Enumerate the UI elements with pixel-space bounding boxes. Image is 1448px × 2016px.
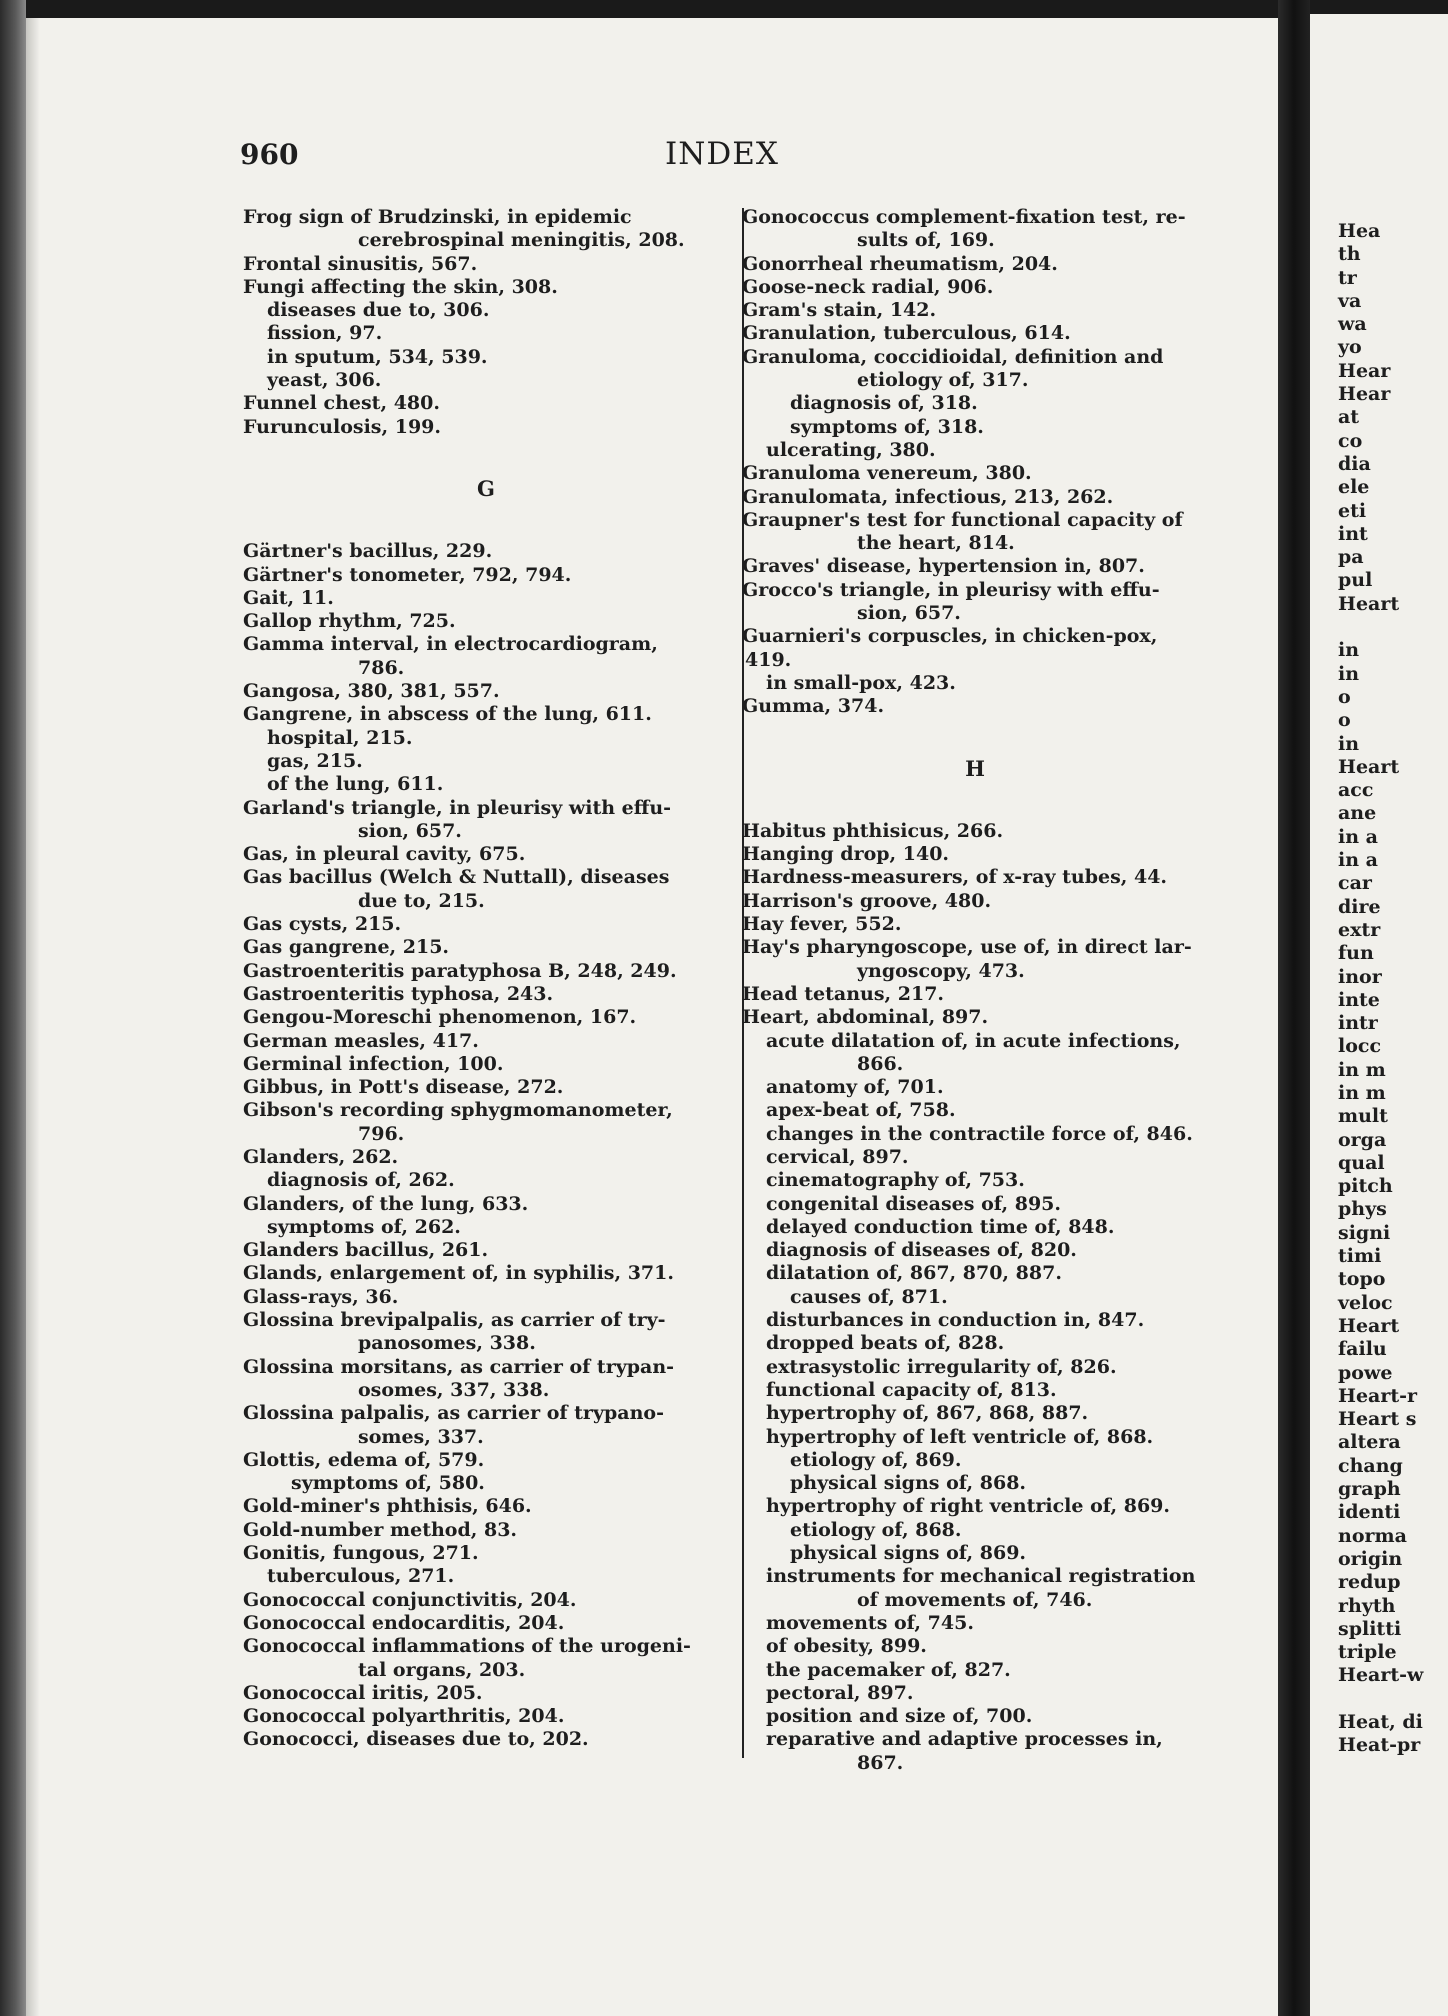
next-page-fragment: orga [1338, 1128, 1387, 1151]
index-entry: extrasystolic irregularity of, 826. [766, 1355, 1117, 1378]
index-entry: Gärtner's bacillus, 229. [243, 540, 493, 563]
next-page-fragment: mult [1338, 1105, 1388, 1128]
index-entry: Fungi affecting the skin, 308. [243, 275, 558, 298]
index-entry: Gärtner's tonometer, 792, 794. [243, 563, 572, 586]
next-page-fragment: in a [1338, 849, 1378, 872]
next-page-fragment: va [1338, 289, 1362, 312]
next-page-fragment: inor [1338, 965, 1382, 988]
index-entry-continuation: yngoscopy, 473. [857, 959, 1025, 982]
index-entry: diagnosis of, 318. [790, 392, 978, 415]
index-entry: anatomy of, 701. [766, 1076, 944, 1099]
index-entry-continuation: etiology of, 317. [857, 369, 1029, 392]
index-entry: Gangrene, in abscess of the lung, 611. [243, 703, 652, 726]
index-entry: disturbances in conduction in, 847. [766, 1309, 1145, 1332]
index-entry: Hay's pharyngoscope, use of, in direct lar- [742, 936, 1192, 959]
next-page-fragment: triple [1338, 1641, 1397, 1664]
page-header-title: INDEX [665, 136, 779, 172]
index-entry-continuation: 867. [857, 1751, 904, 1774]
index-entry: Gastroenteritis paratyphosa B, 248, 249. [243, 959, 677, 982]
index-entry: physical signs of, 869. [790, 1542, 1027, 1565]
index-entry: tuberculous, 271. [267, 1565, 455, 1588]
index-entry: Gonococcal polyarthritis, 204. [243, 1705, 565, 1728]
index-entry: Gonococci, diseases due to, 202. [243, 1728, 589, 1751]
next-page-fragment [1310, 1688, 1423, 1711]
index-entry: Gibbus, in Pott's disease, 272. [243, 1076, 564, 1099]
index-entry: Gold-number method, 83. [243, 1518, 518, 1541]
index-entry: Goose-neck radial, 906. [742, 275, 994, 298]
next-page-fragment: powe [1338, 1361, 1393, 1384]
next-page-fragment: dia [1338, 452, 1371, 475]
index-column-right [742, 206, 1205, 1775]
index-entry: Hay fever, 552. [742, 913, 902, 936]
next-page-fragment: pul [1338, 569, 1373, 592]
index-entry: Glossina brevipalpalis, as carrier of try- [243, 1309, 666, 1332]
next-page-fragment: pa [1338, 546, 1364, 569]
index-entry-continuation: 786. [358, 656, 405, 679]
index-entry: Granulation, tuberculous, 614. [742, 322, 1071, 345]
index-entry: hypertrophy of left ventricle of, 868. [766, 1425, 1154, 1448]
next-page-fragment: norma [1338, 1524, 1407, 1547]
next-page-fragment: Heart [1338, 592, 1400, 615]
index-entry: cervical, 897. [766, 1145, 909, 1168]
index-entry: Glanders, of the lung, 633. [243, 1192, 529, 1215]
index-entry-continuation: osomes, 337, 338. [358, 1378, 550, 1401]
next-page-fragment: Heart [1338, 755, 1400, 778]
index-entry: Gonorrheal rheumatism, 204. [742, 252, 1058, 275]
index-entry: etiology of, 869. [790, 1448, 962, 1471]
next-page-fragment: qual [1338, 1151, 1385, 1174]
index-entry: Glass-rays, 36. [243, 1285, 399, 1308]
next-page-fragment: in a [1338, 825, 1378, 848]
next-page-fragment [1310, 616, 1423, 639]
index-entry-continuation: 866. [857, 1052, 904, 1075]
next-page-fragment: graph [1338, 1478, 1401, 1501]
index-entry: Gibson's recording sphygmomanometer, [243, 1099, 673, 1122]
next-page-fragment: in m [1338, 1058, 1386, 1081]
next-page-fragment: tr [1338, 266, 1357, 289]
next-page-fragment: signi [1338, 1221, 1391, 1244]
next-page-fragment: Heat-pr [1338, 1734, 1421, 1757]
next-page-fragment: veloc [1338, 1291, 1393, 1314]
index-entry: Glossina palpalis, as carrier of trypano- [243, 1402, 664, 1425]
index-entry: hypertrophy of right ventricle of, 869. [766, 1495, 1171, 1518]
index-entry: Gonococcal endocarditis, 204. [243, 1611, 565, 1634]
index-entry: congenital diseases of, 895. [766, 1192, 1062, 1215]
next-page-fragment: th [1338, 243, 1361, 266]
index-entry: pectoral, 897. [766, 1681, 914, 1704]
next-page-fragment: inte [1338, 988, 1380, 1011]
index-entry: Gas gangrene, 215. [243, 936, 450, 959]
index-entry: physical signs of, 868. [790, 1472, 1027, 1495]
index-entry-continuation: sults of, 169. [857, 229, 995, 252]
index-entry: symptoms of, 262. [267, 1215, 461, 1238]
index-entry: apex-beat of, 758. [766, 1099, 956, 1122]
index-entry: Gonococcus complement-fixation test, re- [742, 206, 1186, 228]
index-entry: Gas bacillus (Welch & Nuttall), diseases [243, 866, 670, 889]
index-entry: the pacemaker of, 827. [766, 1658, 1011, 1681]
index-entry: Hardness-measurers, of x-ray tubes, 44. [742, 866, 1168, 889]
index-entry: cinematography of, 753. [766, 1169, 1025, 1192]
index-entry: symptoms of, 580. [291, 1472, 485, 1495]
index-entry: Gangosa, 380, 381, 557. [243, 680, 500, 703]
index-entry: acute dilatation of, in acute infections, [766, 1029, 1181, 1052]
index-entry: in small-pox, 423. [766, 671, 956, 694]
next-page-fragment: Heat, di [1338, 1711, 1423, 1733]
index-entry: Harrison's groove, 480. [742, 889, 992, 912]
index-entry-continuation: 796. [358, 1122, 405, 1145]
index-entry: Graupner's test for functional capacity of [742, 508, 1183, 531]
index-entry: Gonococcal inflammations of the urogeni- [243, 1635, 691, 1658]
index-entry: diagnosis of diseases of, 820. [766, 1239, 1077, 1262]
index-entry: Gram's stain, 142. [742, 299, 937, 322]
next-page-fragment: redup [1338, 1571, 1401, 1594]
next-page-fragment: phys [1338, 1198, 1387, 1221]
index-entry: causes of, 871. [790, 1285, 948, 1308]
index-entry: Frog sign of Brudzinski, in epidemic [243, 206, 632, 228]
index-entry: Funnel chest, 480. [243, 392, 440, 415]
book-gutter [1278, 0, 1310, 2016]
next-page-fragment: splitti [1338, 1617, 1402, 1640]
index-entry: Granuloma venereum, 380. [742, 462, 1032, 485]
index-entry: German measles, 417. [243, 1029, 479, 1052]
index-entry: functional capacity of, 813. [766, 1378, 1057, 1401]
index-entry: Gas cysts, 215. [243, 913, 402, 936]
index-entry: Glanders, 262. [243, 1145, 399, 1168]
index-entry: yeast, 306. [267, 369, 382, 392]
next-page-fragment: int [1338, 522, 1368, 545]
index-entry: Glossina morsitans, as carrier of trypan- [243, 1355, 675, 1378]
next-page-fragment: o [1338, 685, 1351, 708]
index-entry: hypertrophy of, 867, 868, 887. [766, 1402, 1089, 1425]
index-entry: position and size of, 700. [766, 1705, 1033, 1728]
next-page-fragment: in [1338, 732, 1360, 755]
next-page-edge [1310, 14, 1448, 2016]
next-page-fragment: Hear [1338, 359, 1391, 382]
next-page-fragment: topo [1338, 1268, 1386, 1291]
index-entry: Gonococcal conjunctivitis, 204. [243, 1588, 577, 1611]
index-entry: Guarnieri's corpuscles, in chicken-pox, 419. [742, 625, 1158, 671]
index-entry: movements of, 745. [766, 1611, 974, 1634]
index-list-h [742, 819, 1205, 1775]
index-entry: Furunculosis, 199. [243, 415, 441, 438]
next-page-fragment: in [1338, 639, 1360, 662]
index-entry: Frontal sinusitis, 567. [243, 252, 478, 275]
index-entry: Head tetanus, 217. [742, 982, 945, 1005]
index-list-g-continued [742, 206, 1205, 719]
index-entry-continuation: panosomes, 338. [358, 1332, 536, 1355]
next-page-fragment: dire [1338, 895, 1381, 918]
next-page-fragment: origin [1338, 1547, 1403, 1570]
next-page-fragment: co [1338, 429, 1363, 452]
index-entry: of obesity, 899. [766, 1635, 927, 1658]
index-entry: Habitus phthisicus, 266. [742, 819, 1004, 842]
section-letter-h: H [965, 755, 985, 781]
index-entry: Glottis, edema of, 579. [243, 1448, 485, 1471]
index-entry-continuation: the heart, 814. [857, 532, 1015, 555]
next-page-fragment: wa [1338, 313, 1367, 336]
index-entry: symptoms of, 318. [790, 415, 984, 438]
index-entry-continuation: somes, 337. [358, 1425, 484, 1448]
next-page-fragment: altera [1338, 1431, 1401, 1454]
next-page-fragment: rhyth [1338, 1594, 1396, 1617]
index-list-f [243, 206, 726, 439]
next-page-fragment: extr [1338, 918, 1381, 941]
index-entry: ulcerating, 380. [766, 438, 936, 461]
index-entry: Gamma interval, in electrocardiogram, [243, 633, 658, 656]
index-entry: Germinal infection, 100. [243, 1052, 504, 1075]
next-page-fragment: at [1338, 406, 1360, 429]
next-page-fragment: in m [1338, 1081, 1386, 1104]
book-spine [0, 0, 26, 2016]
index-entry: Grocco's triangle, in pleurisy with effu- [742, 578, 1160, 601]
index-entry: hospital, 215. [267, 726, 413, 749]
index-entry-continuation: sion, 657. [358, 819, 462, 842]
next-page-fragment: yo [1338, 336, 1362, 359]
index-entry: etiology of, 868. [790, 1518, 962, 1541]
index-entry: Heart, abdominal, 897. [742, 1006, 989, 1029]
index-entry-continuation: cerebrospinal meningitis, 208. [358, 229, 685, 252]
index-entry: Garland's triangle, in pleurisy with effu- [243, 796, 672, 819]
index-entry-continuation: of movements of, 746. [857, 1588, 1093, 1611]
index-entry: Gas, in pleural cavity, 675. [243, 843, 526, 866]
index-entry: Gonitis, fungous, 271. [243, 1542, 479, 1565]
index-entry: Gonococcal iritis, 205. [243, 1681, 483, 1704]
index-entry-continuation: due to, 215. [358, 889, 485, 912]
next-page-fragment: Heart [1338, 1314, 1400, 1337]
index-entry: Gengou-Moreschi phenomenon, 167. [243, 1006, 637, 1029]
next-page-fragment: car [1338, 872, 1372, 895]
index-entry: instruments for mechanical registration [766, 1565, 1196, 1588]
index-entry: Gumma, 374. [742, 695, 885, 718]
next-page-fragment: pitch [1338, 1175, 1393, 1198]
index-list-g [243, 540, 726, 1751]
next-page-fragment: locc [1338, 1035, 1382, 1058]
index-entry: diseases due to, 306. [267, 299, 490, 322]
index-entry: dropped beats of, 828. [766, 1332, 1005, 1355]
index-entry: gas, 215. [267, 749, 363, 772]
index-entry: Gait, 11. [243, 586, 334, 609]
next-page-fragment: o [1338, 709, 1351, 732]
next-page-fragment: identi [1338, 1501, 1401, 1524]
next-page-fragments [1310, 220, 1423, 1758]
index-entry-continuation: tal organs, 203. [358, 1658, 526, 1681]
index-entry: Graves' disease, hypertension in, 807. [742, 555, 1145, 578]
next-page-fragment: chang [1338, 1454, 1403, 1477]
next-page-fragment: Heart-w [1338, 1664, 1424, 1687]
next-page-fragment: acc [1338, 779, 1374, 802]
index-entry: Gold-miner's phthisis, 646. [243, 1495, 532, 1518]
next-page-fragment: in [1338, 662, 1360, 685]
next-page-fragment: ane [1338, 802, 1377, 825]
index-entry: in sputum, 534, 539. [267, 345, 488, 368]
next-page-fragment: Heart s [1338, 1408, 1417, 1431]
page-number: 960 [240, 138, 299, 171]
index-entry: dilatation of, 867, 870, 887. [766, 1262, 1062, 1285]
index-entry: Glanders bacillus, 261. [243, 1239, 489, 1262]
next-page-fragment: intr [1338, 1012, 1378, 1035]
index-entry: Granuloma, coccidioidal, definition and [742, 345, 1164, 368]
index-entry: diagnosis of, 262. [267, 1169, 455, 1192]
next-page-fragment: fun [1338, 942, 1374, 965]
index-entry: Gastroenteritis typhosa, 243. [243, 982, 554, 1005]
section-letter-g: G [477, 475, 495, 501]
next-page-fragment: eti [1338, 499, 1367, 522]
next-page-fragment: failu [1338, 1338, 1387, 1361]
index-entry: Glands, enlargement of, in syphilis, 371. [243, 1262, 674, 1285]
index-entry: delayed conduction time of, 848. [766, 1215, 1115, 1238]
next-page-fragment: timi [1338, 1245, 1382, 1268]
page-shadow [26, 18, 40, 2016]
index-entry: fission, 97. [267, 322, 383, 345]
next-page-fragment: Heart-r [1338, 1384, 1418, 1407]
index-column-left [243, 206, 726, 1752]
index-entry-continuation: sion, 657. [857, 602, 961, 625]
next-page-fragment: Hear [1338, 383, 1391, 406]
next-page-fragment: ele [1338, 476, 1370, 499]
index-entry: Hanging drop, 140. [742, 843, 950, 866]
index-entry: Granulomata, infectious, 213, 262. [742, 485, 1114, 508]
index-entry: reparative and adaptive processes in, [766, 1728, 1163, 1751]
next-page-fragment: Hea [1338, 220, 1381, 242]
index-entry: Gallop rhythm, 725. [243, 610, 456, 633]
index-entry: of the lung, 611. [267, 773, 444, 796]
index-entry: changes in the contractile force of, 846. [766, 1122, 1193, 1145]
